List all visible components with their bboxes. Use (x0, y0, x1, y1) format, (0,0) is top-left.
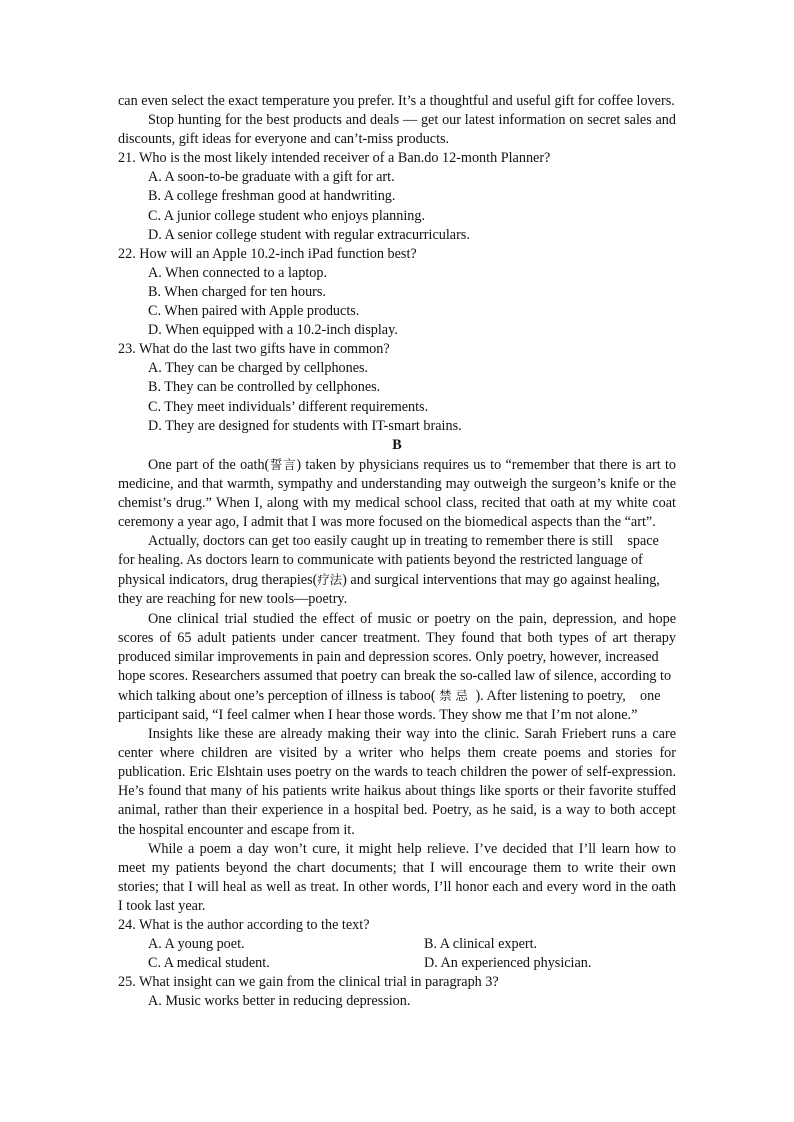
passage-b-paragraph-2 (118, 532, 676, 609)
passage-a-continuation-line: can even select the exact temperature you prefer. It’s a thoughtful and useful gift for coffee lovers. (118, 93, 675, 109)
passage-b-paragraph-3-part-2 (118, 667, 676, 725)
chinese-gloss: 禁忌 (439, 687, 472, 703)
text-run: While a poem a day won’t cure, it might help relieve. I’ve decided that I’ll learn how to meet my patients beyond the chart documents; that I will encourage them to write their own stories; that I will heal as well as treat. In other words, I’ll honor each and every word in the oath I took last year. (118, 840, 680, 914)
question-22-option-d[interactable]: D. When equipped with a 10.2-inch display. (148, 322, 398, 339)
section-b-heading: B (392, 436, 402, 453)
question-23-option-c[interactable]: C. They meet individuals’ different requirements. (148, 398, 429, 415)
question-22-stem: 22. How will an Apple 10.2-inch iPad function best? (118, 245, 417, 262)
question-23-stem: 23. What do the last two gifts have in common? (118, 341, 390, 358)
question-23-option-b[interactable]: B. They can be controlled by cellphones. (148, 379, 381, 396)
question-25-option-a[interactable]: A. Music works better in reducing depression. (148, 993, 411, 1010)
text-run: One part of the oath( (148, 456, 270, 473)
question-24-option-row-2 (118, 954, 676, 973)
text-run: Insights like these are already making their way into the clinic. Sarah Friebert runs a care center where children are visited by a writer who helps them create poems and stories for publication. Eric Elshtain uses poetry on the wards to teach children the power of self-expression. He’s found that many of his patients write haikus about things like sports or their favorite stuffed animal, rather than their experience in a hospital bed. Poetry, as he said, is a way to both accept the hospital encounter and escape from it. (118, 726, 687, 838)
passage-a-closing-paragraph: Stop hunting for the best products and deals — get our latest information on secret sales and discounts, gift ideas for everyone and can’t-miss products. (118, 112, 680, 148)
question-22-option-b[interactable]: B. When charged for ten hours. (148, 283, 326, 300)
question-23-option-d[interactable]: D. They are designed for students with IT-smart brains. (148, 417, 462, 434)
text-run: Actually, doctors can get too easily caught up in treating to remember there is still space for healing. As doctors learn to communicate with patients beyond the restricted language of physical indicators, drug therapies( (118, 533, 663, 589)
exam-page-body (118, 92, 687, 1012)
text-run: ). After listening to poetry, one participant said, “I feel calmer when I hear those words. They show me that I’m not alone.” (118, 687, 665, 723)
question-24-option-b[interactable]: B. A clinical expert. (424, 936, 538, 953)
chinese-gloss: 疗法 (317, 572, 343, 588)
question-24-option-d[interactable]: D. An experienced physician. (424, 955, 592, 972)
question-23-option-a[interactable]: A. They can be charged by cellphones. (148, 360, 369, 377)
question-24-option-a[interactable]: A. A young poet. (148, 936, 245, 953)
question-24-stem: 24. What is the author according to the text? (118, 917, 370, 934)
passage-b-paragraph-4 (118, 725, 687, 840)
question-25-stem: 25. What insight can we gain from the clinical trial in paragraph 3? (118, 974, 499, 991)
question-21-option-b[interactable]: B. A college freshman good at handwriting. (148, 188, 396, 205)
question-22-option-a[interactable]: A. When connected to a laptop. (148, 264, 327, 281)
question-24-option-c[interactable]: C. A medical student. (148, 955, 270, 972)
question-21-option-a[interactable]: A. A soon-to-be graduate with a gift for art. (148, 169, 395, 186)
question-22-option-c[interactable]: C. When paired with Apple products. (148, 303, 360, 320)
text-run: ) taken by physicians requires us to “remember that there is art to medicine, and that warmth, sympathy and understanding may outweigh the surgeon’s knife or the chemist’s drug.” When I, along with my medical school class, recited that oath at my white coat ceremony a year ago, I admit that I was more focused on the biomedical aspects than the “art”. (118, 456, 680, 531)
passage-b-paragraph-1 (118, 455, 680, 532)
text-run: One clinical trial studied the effect of music or poetry on the pain, depression, and hope scores of 65 adult patients under cancer treatment. They found that both types of art therapy produced similar improvements in pain and depression scores. Only poetry, however, increased (118, 610, 680, 665)
question-21-stem: 21. Who is the most likely intended receiver of a Ban.do 12-month Planner? (118, 150, 551, 167)
text-run: hope scores. Researchers assumed that poetry can break the so-called law of silence, according to which talking about one’s perception of illness is taboo( (118, 667, 675, 704)
question-21-option-d[interactable]: D. A senior college student with regular extracurriculars. (148, 226, 470, 243)
question-21-option-c[interactable]: C. A junior college student who enjoys planning. (148, 207, 426, 224)
question-24-option-row-1 (118, 935, 676, 954)
chinese-gloss: 誓言 (269, 456, 297, 472)
passage-b-paragraph-5 (118, 840, 680, 916)
text-run: ) and surgical interventions that may go against healing, they are reaching for new tools—poetry. (118, 572, 664, 608)
passage-b-paragraph-3-part-1 (118, 610, 680, 667)
